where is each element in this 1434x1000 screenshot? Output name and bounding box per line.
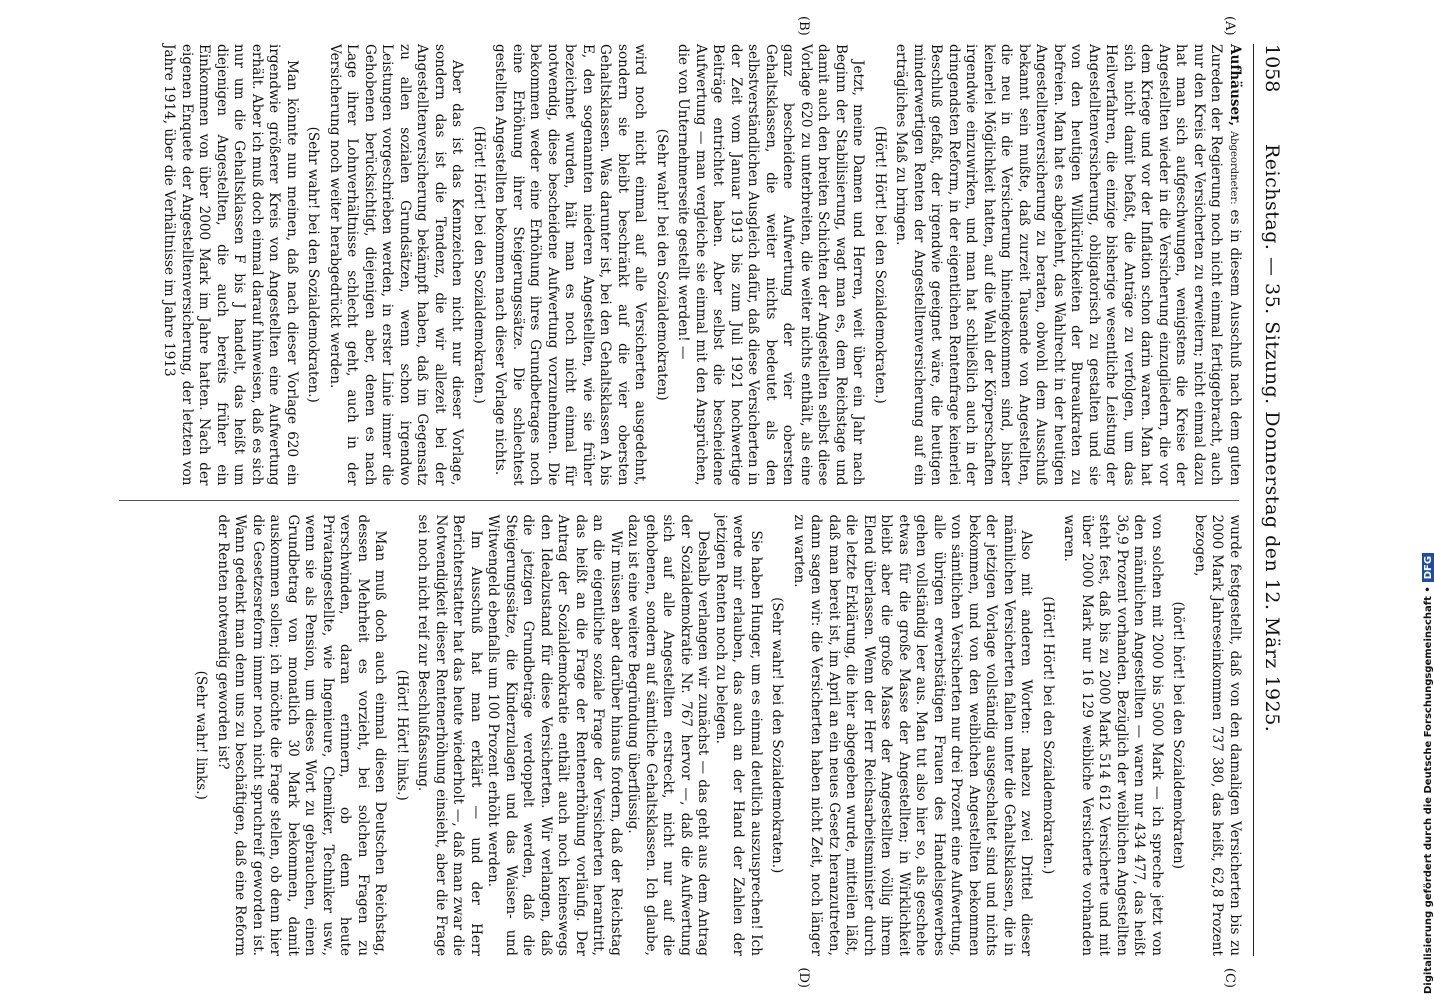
speech-paragraph xyxy=(892,44,1243,486)
paragraph-text: es in diesem Ausschuß nach dem guten Zureden der Regierung noch nicht einmal fertiggebracht, auch nur den Kreis der Versicherten zu erweitern; nicht einmal dazu hat man sich aufgeschwungen, wenigstens die Kreise der Angestellten wieder in die Versicherung einzugliedern, die vor dem Kriege und vor der Inflation schon darin waren. Man hat sich nicht damit befaßt, die Anträge zu verfolgen, um das Heilverfahren, die einzige bisherige wesentliche Leistung der Angestelltenversicherung, obligatorisch zu gestalten und sie von den heutigen Willkürlichkeiten der Bureaukraten zu befreien. Man hat es abgelehnt, das Wahlrecht in der heutigen Angestelltenversicherung zu beraten, obwohl dem Ausschuß bekannt sein mußte, daß zurzeit Tausende von Angestellten, die neu in die Versicherung hineingekommen sind, bisher keinerlei Möglichkeit hatten, auf die Wahl der Körperschaften irgendwie einzuwirken, und man hat schließlich auch in der dringendsten Reform, in der eigentlichen Rentenfrage keinerlei Beschluß gefaßt, der irgendwie geeignet wäre, die heutigen minderwertigen Renten der Angestelltenversicherung auf ein erträgliches Maß zu bringen. xyxy=(893,44,1243,486)
document-page xyxy=(72,0,1317,1000)
speech-paragraph: wurde festgestellt, daß von den damaligen Versicherten bis zu 2000 Mark Jahreseinkommen 737 380, das heißt, 62,8 Prozent bezogen, xyxy=(1192,514,1243,956)
speech-paragraph: wird noch nicht einmal auf alle Versicherten ausgedehnt, sondern sie bleibt beschränkt auf die vier obersten Gehaltsklassen. Was darunter ist, bei den Gehaltsklassen A bis E, den sogenannten niederen Angestellten, wie sie früher bezeichnet wurden, hält man es noch nicht einmal für notwendig, diese bescheidene Aufwertung vorzunehmen. Die bekommen weder eine Erhöhung ihres Grundbetrages noch eine Erhöhung ihrer Steigerungssätze. Die schlechtest gestellten Angestellten bekommen nach dieser Vorlage nichts. xyxy=(492,44,649,486)
interjection: (Hört! Hört! bei den Sozialdemokraten.) xyxy=(1040,596,1056,875)
speech-paragraph: Aber das ist das Kennzeichen nicht nur dieser Vorlage, sondern das ist die Tendenz, die wir allezeit bei der Angestelltenversicherung bekämpft haben, daß im Gegensatz zu allen sozialen Grundsätzen, wenn schon irgendwo Leistungen vorgeschrieben werden, in erster Linie immer die Gehobenen berücksichtigt, diejenigen aber, denen es nach Lage ihrer Lohnverhältnisse schlecht geht, auch in der Versicherung noch weiter herabgedrückt werden. xyxy=(327,44,466,486)
margin-marker-a: (A) xyxy=(1222,16,1237,36)
margin-marker-b: (B) xyxy=(796,16,811,36)
speech-paragraph: Wir müssen aber darüber hinaus fordern, daß der Reichstag an die eigentliche soziale Frage der Versicherten herantritt, das heißt an die Frage der Rentenerhöhung vorläufig. Der Antrag der Sozialdemokratie enthält auch noch keineswegs den Idealzustand für diese Versicherten. Wir verlangen, daß die jetzigen Grundbeträge verdoppelt werden, daß die Steigerungssätze, die Kinderzulagen und das Waisen- und Witwengeld ebenfalls um 100 Prozent erhöht werden. xyxy=(485,514,624,956)
page-number: 1058 xyxy=(1261,44,1283,93)
speech-paragraph: Deshalb verlangen wir zunächst — das geht aus dem Antrag der Sozialdemokratie Nr. 767 hervor —, daß die Aufwertung sich auf alle Angestellten erstreckt, nicht nur auf die gehobenen, sondern auf sämtliche Gehaltsklassen. Ich glaube, dazu ist eine weitere Begründung überflüssig. xyxy=(625,514,712,956)
speech-paragraph: Im Ausschuß hat man erklärt — und der Herr Berichterstatter hat das heute wiederholt —, daß man zwar die Notwendigkeit dieser Rentenerhöhung einsieht, aber die Frage sei noch nicht reif zur Beschlußfassung. xyxy=(415,514,484,956)
speech-paragraph: Sie haben Hunger, um es einmal deutlich auszusprechen! Ich werde mir erlauben, das auch an der Hand der Zahlen der jetzigen Renten noch zu belegen. xyxy=(713,514,764,956)
interjection: (Sehr wahr! links.) xyxy=(193,670,210,800)
speech-paragraph: Man könnte nun meinen, daß nach dieser Vorlage 620 ein irgendwie größerer Kreis von Angestellten eine Aufwertung erhält. Aber ich muß doch einmal darauf hinweisen, daß es sich nur um die Gehaltsklassen F bis J handelt, das heißt um diejenigen Angestellten, die auch bereits früher ein Einkommen von über 2000 Mark im Jahre hatten. Nach der eigenen Enquete der Angestelltenversicherung, der letzten von Jahre 1914, über die Verhältnisse im Jahre 1913 xyxy=(161,44,300,486)
credit-text: Digitalisierung gefördert durch die Deutsche Forschungsgemeinschaft • xyxy=(1423,586,1434,994)
left-column xyxy=(93,44,1243,500)
interjection: (Sehr wahr! bei den Sozialdemokraten) xyxy=(654,128,670,401)
page-header xyxy=(1253,44,1287,956)
interjection: (Sehr wahr! bei den Sozialdemokraten.) xyxy=(769,597,786,874)
interjection: (hört! hört! bei den Sozialdemokraten) xyxy=(1170,601,1187,870)
dfg-logo: DFG xyxy=(1422,553,1434,582)
speech-paragraph: Jetzt, meine Damen und Herren, weit über ein Jahr nach Beginn der Stabilisierung, wagt man es, dem Reichstage und damit auch den breiten Schichten der Angestellten selbst diese Vorlage 620 zu unterbreiten, die weiter nichts enthält, als eine ganz bescheidene Aufwertung der vier obersten Gehaltsklassen, die weiter nichts bedeutet als den selbstverständlichen Ausgleich dafür, daß diese Versicherten in der Zeit vom Januar 1913 bis zum Juli 1921 hochwertige Beiträge entrichtet haben. Aber selbst die bescheidene Aufwertung — man vergleiche sie einmal mit den Ansprüchen, die von Unternehmerseite gestellt werden! — xyxy=(675,44,867,486)
text-columns xyxy=(93,16,1243,988)
running-title: Reichstag. — 35. Sitzung. Donnerstag den 12. März 1925. xyxy=(1261,144,1283,733)
interjection: (Hört! Hört! bei den Sozialdemokraten.) xyxy=(471,125,487,404)
speaker-name: Aufhäuser, xyxy=(1227,44,1243,127)
margin-marker-d: (D) xyxy=(796,967,811,988)
interjection: (Sehr wahr! bei den Sozialdemokraten.) xyxy=(305,126,322,403)
speaker-role: Abgeordneter: xyxy=(1228,131,1239,205)
interjection: (Hört! Hört! bei den Sozialdemokraten.) xyxy=(872,125,888,404)
digitization-sidebar xyxy=(1422,14,1434,994)
header-rule xyxy=(1253,44,1254,956)
margin-marker-c: (C) xyxy=(1222,967,1237,988)
speech-paragraph: Man muß doch auch einmal diesen Deutschen Reichstag, dessen Mehrheit es vorzieht, bei solchen Fragen zu verschwinden, daran erinnern, ob denn heute Privatangestellte, wie Ingenieure, Chemiker, Techniker usw., wenn sie als Pension, um dieses Wort zu gebrauchen, einen Grundbetrag von monatlich 30 Mark bekommen, damit auskommen sollen; ich möchte die Frage stellen, ob denn hier die Gesetzesreform immer noch nicht spruchreif geworden ist. Wann gedenkt man denn uns zu beschäftigen, daß eine Reform der Renten notwendig geworden ist? xyxy=(215,514,389,956)
speech-paragraph: von solchen mit 2000 bis 5000 Mark — ich spreche jetzt von den männlichen Angestellten — waren nur 434 477, das heißt 36,9 Prozent vorhanden. Bezüglich der weiblichen Angestellten steht fest, daß bis zu 2000 Mark 514 612 Versicherte und mit über 2000 Mark nur 16 129 weibliche Versicherte vorhanden waren. xyxy=(1061,514,1165,956)
right-column xyxy=(93,501,1243,957)
digitization-credit xyxy=(1422,14,1434,994)
speech-paragraph: Also mit anderen Worten: nahezu zwei Drittel dieser männlichen Versicherten fallen unter die Gehaltsklassen, die in der jetzigen Vorlage vollständig ausgeschaltet sind und nichts bekommen, und von den weiblichen Angestellten bekommen von sämtlichen Versicherten nur drei Prozent eine Aufwertung, alle übrigen erwerbstätigen Frauen des Handelsgewerbes gehen vollständig leer aus. Man tut also hier so, als geschehe etwas für die große Masse der Angestellten; in Wirklichkeit bleibt aber die große Masse der Angestellten völlig ihrem Elend überlassen. Wenn der Herr Reichsarbeitsminister durch die letzte Erklärung, die hier abgegeben wurde, mitteilen läßt, daß man bereit ist, im April an ein neues Gesetz heranzutreten, dann sagen wir: die Versicherten haben nicht Zeit, noch länger zu warten. xyxy=(791,514,1035,956)
interjection: (Hört! Hört! links.) xyxy=(394,669,410,801)
